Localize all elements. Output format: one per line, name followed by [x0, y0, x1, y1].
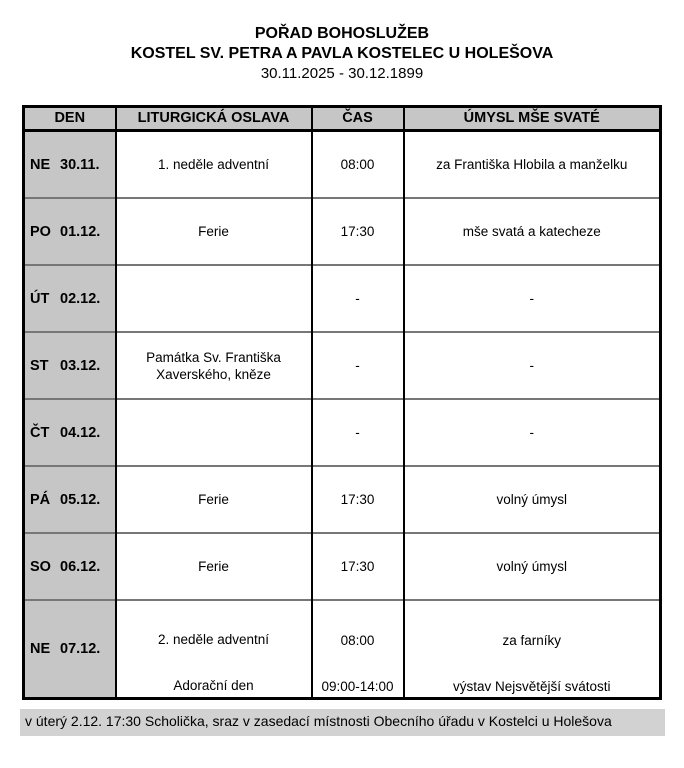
time-cell: - — [312, 332, 404, 399]
time-cell: - — [312, 399, 404, 466]
time-cell — [312, 600, 404, 699]
column-header-intention: ÚMYSL MŠE SVATÉ — [404, 107, 661, 131]
day-cell — [24, 533, 116, 600]
intention-cell: volný úmysl — [404, 533, 661, 600]
day-cell — [24, 265, 116, 332]
table-row — [24, 533, 661, 600]
day-date: 05.12. — [60, 491, 101, 508]
intention-line1: za farníky — [502, 632, 562, 648]
intention-cell: mše svatá a katecheze — [404, 198, 661, 265]
table-row — [24, 198, 661, 265]
day-abbr: ÚT — [30, 290, 50, 307]
celebration-split — [117, 601, 311, 697]
table-row — [24, 131, 661, 199]
celebration-cell — [116, 265, 312, 332]
celebration-cell: 1. neděle adventní — [116, 131, 312, 199]
day-cell — [24, 131, 116, 199]
document-header — [0, 0, 684, 84]
celebration-cell: Památka Sv. Františka Xaverského, kněze — [116, 332, 312, 399]
church-name: KOSTEL SV. PETRA A PAVLA KOSTELEC U HOLEŠOVA — [130, 45, 554, 62]
table-row — [24, 466, 661, 533]
intention-line2: výstav Nejsvětější svátosti — [452, 679, 611, 694]
table-header-row — [24, 107, 661, 131]
celebration-cell — [116, 600, 312, 699]
day-cell — [24, 399, 116, 466]
intention-cell: volný úmysl — [404, 466, 661, 533]
intention-cell: - — [404, 265, 661, 332]
day-date: 04.12. — [60, 424, 101, 441]
column-header-celebration: LITURGICKÁ OSLAVA — [116, 107, 312, 131]
time-cell: 17:30 — [312, 198, 404, 265]
celebration-cell: Ferie — [116, 466, 312, 533]
table-row — [24, 399, 661, 466]
intention-cell: - — [404, 399, 661, 466]
celebration-cell: Ferie — [116, 533, 312, 600]
celebration-cell — [116, 399, 312, 466]
service-schedule-table — [22, 105, 662, 700]
day-date: 03.12. — [60, 357, 101, 374]
day-abbr: PO — [30, 223, 51, 240]
day-cell — [24, 600, 116, 699]
time-cell: - — [312, 265, 404, 332]
day-cell — [24, 198, 116, 265]
time-split — [313, 601, 403, 697]
date-range: 30.11.2025 - 30.12.1899 — [260, 65, 424, 82]
time-line1: 08:00 — [340, 632, 375, 648]
celebration-line2: Adorační den — [173, 678, 254, 693]
time-cell: 17:30 — [312, 466, 404, 533]
footer-note: v úterý 2.12. 17:30 Scholička, sraz v zasedací místnosti Obecního úřadu v Kostelci u Holešova — [20, 709, 665, 736]
time-line2: 09:00-14:00 — [321, 679, 394, 694]
day-cell — [24, 466, 116, 533]
day-cell — [24, 332, 116, 399]
day-abbr: ST — [30, 357, 49, 374]
table-row — [24, 332, 661, 399]
day-abbr: SO — [30, 558, 51, 575]
column-header-day: DEN — [24, 107, 116, 131]
page-title: POŘAD BOHOSLUŽEB — [254, 25, 430, 42]
day-date: 01.12. — [60, 223, 101, 240]
day-date: 02.12. — [60, 290, 101, 307]
intention-cell: za Františka Hlobila a manželku — [404, 131, 661, 199]
day-date: 06.12. — [60, 558, 101, 575]
day-abbr: NE — [30, 641, 51, 657]
day-abbr: PÁ — [30, 491, 51, 508]
celebration-line1: 2. neděle adventní — [157, 631, 270, 647]
time-cell: 17:30 — [312, 533, 404, 600]
column-header-time: ČAS — [312, 107, 404, 131]
day-date: 30.11. — [60, 156, 100, 173]
day-abbr: NE — [30, 156, 51, 173]
intention-cell: - — [404, 332, 661, 399]
celebration-cell: Ferie — [116, 198, 312, 265]
day-date: 07.12. — [60, 641, 101, 657]
intention-cell — [404, 600, 661, 699]
table-row — [24, 600, 661, 699]
time-cell: 08:00 — [312, 131, 404, 199]
intention-split — [405, 601, 660, 697]
table-row — [24, 265, 661, 332]
day-abbr: ČT — [30, 424, 50, 441]
